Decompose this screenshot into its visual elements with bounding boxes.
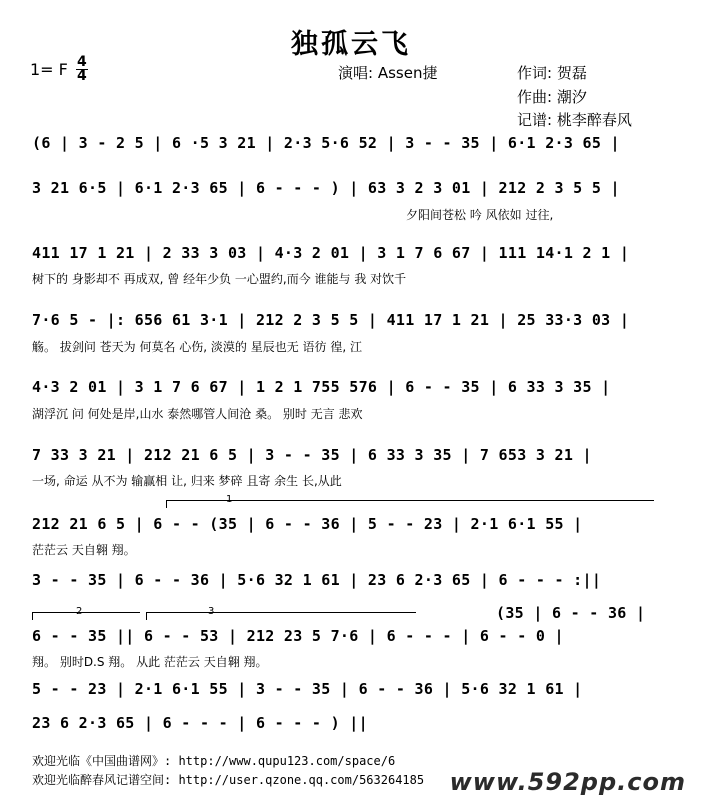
lyricist-credit: 作词: 贺磊: [517, 64, 587, 82]
volta-3-line: [146, 612, 416, 613]
time-signature: [76, 56, 88, 83]
volta-1-line: [166, 500, 654, 501]
score-line-8: 3 - - 35 | 6 - - 36 | 5·6 32 1 61 | 23 6 2·3 65 | 6 - - - :||: [32, 571, 602, 589]
lyrics-line-4: 觞。 拔剑问 苍天为 何莫名 心伤, 淡漠的 星辰也无 语彷 徨, 江: [32, 340, 362, 354]
score-line-6: 7 33 3 21 | 212 21 6 5 | 3 - - 35 | 6 33 3 35 | 7 653 3 21 |: [32, 446, 592, 464]
lyrics-line-5: 湖浮沉 问 何处是岸,山水 泰然哪管人间沧 桑。 别时 无言 悲欢: [32, 407, 363, 421]
volta-2-line: [32, 612, 140, 613]
song-title: 独孤云飞: [291, 29, 411, 60]
volta-2-label: 2: [76, 606, 83, 617]
composer-credit: 作曲: 潮汐: [517, 88, 587, 106]
footer-link-2[interactable]: 欢迎光临醉春风记谱空间: http://user.qzone.qq.com/563264185: [32, 773, 425, 787]
score-line-4: 7·6 5 - |: 656 61 3·1 | 212 2 3 5 5 | 411 17 1 21 | 25 33·3 03 |: [32, 311, 630, 329]
lyrics-line-3: 树下的 身影却不 再成双, 曾 经年少负 一心盟约,而今 谁能与 我 对饮千: [32, 272, 407, 286]
footer-link-1[interactable]: 欢迎光临《中国曲谱网》: http://www.qupu123.com/space/6: [32, 754, 396, 768]
score-line-7: 212 21 6 5 | 6 - - (35 | 6 - - 36 | 5 - - 23 | 2·1 6·1 55 |: [32, 515, 583, 533]
score-line-2: 3 21 6·5 | 6·1 2·3 65 | 6 - - - ) | 63 3 2 3 01 | 212 2 3 5 5 |: [32, 179, 620, 197]
score-line-5: 4·3 2 01 | 3 1 7 6 67 | 1 2 1 755 576 | 6 - - 35 | 6 33 3 35 |: [32, 378, 611, 396]
lyrics-line-6: 一场, 命运 从不为 输赢相 让, 归来 梦碎 且寄 余生 长,从此: [32, 474, 342, 488]
transcriber-credit: 记谱: 桃李醉春风: [517, 111, 632, 129]
time-top: 4: [77, 54, 87, 70]
volta-3-label: 3: [208, 606, 215, 617]
lyrics-line-2: 夕阳间苍松 吟 风依如 过往,: [406, 208, 554, 222]
score-line-9: 6 - - 35 || 6 - - 53 | 212 23 5 7·6 | 6 - - - | 6 - - 0 |: [32, 627, 564, 645]
score-line-1: (6 | 3 - 2 5 | 6 ·5 3 21 | 2·3 5·6 52 | 3 - - 35 | 6·1 2·3 65 |: [32, 134, 620, 152]
lyrics-line-7: 茫茫云 天自翱 翔。: [32, 543, 136, 557]
volta-3-tick: [146, 612, 147, 620]
singer-credit: 演唱: Assen捷: [338, 64, 438, 82]
coda-intro: (35 | 6 - - 36 |: [496, 604, 646, 622]
time-bottom: 4: [77, 68, 87, 84]
volta-2-tick: [32, 612, 33, 620]
score-line-11: 23 6 2·3 65 | 6 - - - | 6 - - - ) ||: [32, 714, 368, 732]
volta-1-tick: [166, 500, 167, 508]
key-signature: 1= F: [30, 60, 68, 79]
score-line-10: 5 - - 23 | 2·1 6·1 55 | 3 - - 35 | 6 - - 36 | 5·6 32 1 61 |: [32, 680, 583, 698]
score-line-3: 411 17 1 21 | 2 33 3 03 | 4·3 2 01 | 3 1 7 6 67 | 111 14·1 2 1 |: [32, 244, 630, 262]
watermark-logo: www.592pp.com: [449, 768, 686, 796]
volta-1-label: 1: [226, 494, 233, 505]
lyrics-line-9: 翔。 别时D.S 翔。 从此 茫茫云 天自翱 翔。: [32, 655, 268, 669]
